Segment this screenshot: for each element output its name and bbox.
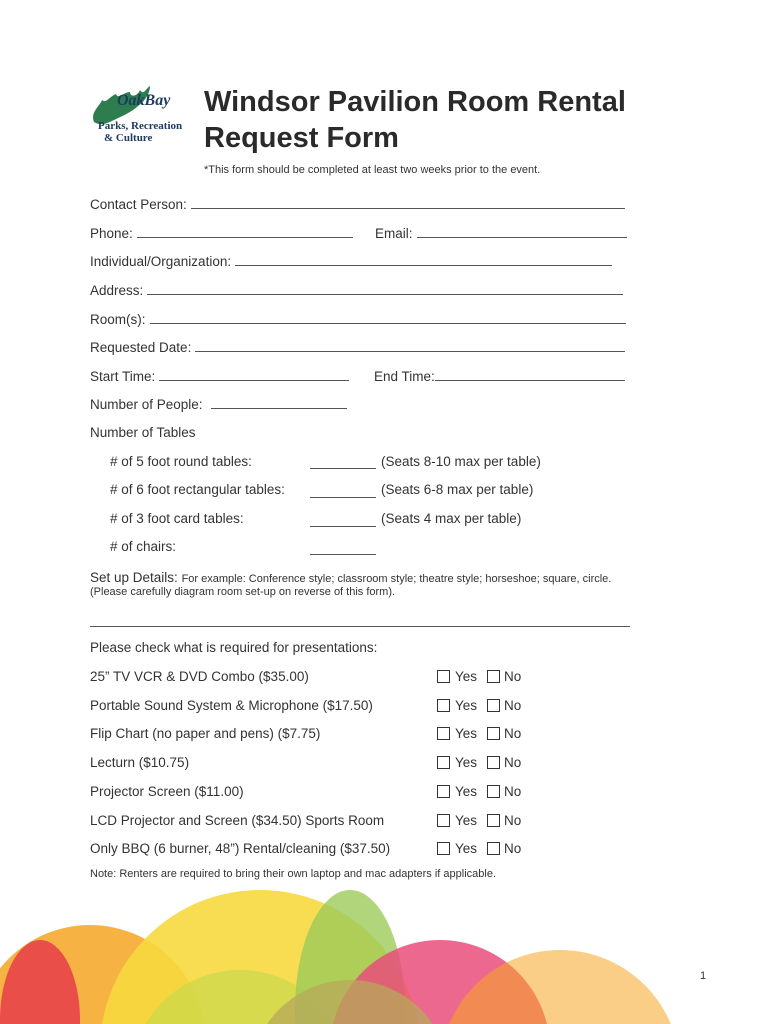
address-label: Address: [90,283,144,298]
yes-label: Yes [455,755,478,770]
end-time-field[interactable] [435,368,625,381]
setup-details-field[interactable] [90,626,630,627]
logo-line-2: & Culture [104,132,153,144]
start-time-field[interactable] [159,368,349,381]
start-time-label: Start Time: [90,369,156,384]
completion-note: *This form should be completed at least two weeks prior to the event. [204,164,541,176]
presentation-item-label: Portable Sound System & Microphone ($17.50) [90,698,373,713]
address-row [90,282,623,298]
phone-row [90,225,353,241]
number-of-people-field[interactable] [211,396,347,409]
rooms-label: Room(s): [90,312,146,327]
end-time-row [374,368,625,384]
yes-label: Yes [455,841,478,856]
yes-label: Yes [455,698,478,713]
no-checkbox[interactable] [487,727,500,740]
email-row [375,225,627,241]
contact-person-row [90,196,625,212]
decorative-circles [0,880,770,1024]
yes-checkbox[interactable] [437,785,450,798]
round-tables-field[interactable] [310,467,376,469]
no-label: No [504,755,522,770]
logo-line-1: Parks, Recreation [98,120,183,132]
yes-label: Yes [455,726,478,741]
no-label: No [504,698,522,713]
yes-checkbox[interactable] [437,842,450,855]
yes-label: Yes [455,669,478,684]
yes-checkbox[interactable] [437,756,450,769]
number-of-tables-label: Number of Tables [90,425,196,440]
requested-date-row [90,339,625,355]
presentation-item-label: Lecturn ($10.75) [90,755,190,770]
yes-label: Yes [455,784,478,799]
chairs-field[interactable] [310,553,376,555]
email-label: Email: [375,226,413,241]
no-checkbox[interactable] [487,670,500,683]
laptop-note: Note: Renters are required to bring their own laptop and mac adapters if applicable. [90,868,497,880]
start-time-row [90,368,349,384]
no-label: No [504,813,522,828]
card-tables-seats: (Seats 4 max per table) [381,511,522,526]
presentations-heading: Please check what is required for presentations: [90,640,378,655]
rect-tables-seats: (Seats 6-8 max per table) [381,482,534,497]
requested-date-label: Requested Date: [90,340,192,355]
no-label: No [504,784,522,799]
no-label: No [504,841,522,856]
page-number: 1 [700,970,707,982]
yes-checkbox[interactable] [437,670,450,683]
round-tables-label: # of 5 foot round tables: [110,454,252,469]
email-field[interactable] [417,225,627,238]
rect-tables-field[interactable] [310,496,376,498]
rect-tables-label: # of 6 foot rectangular tables: [110,482,285,497]
contact-person-field[interactable] [191,196,625,209]
presentation-item-label: LCD Projector and Screen ($34.50) Sports Room [90,813,385,828]
chairs-label: # of chairs: [110,539,177,554]
yes-checkbox[interactable] [437,814,450,827]
rooms-field[interactable] [150,311,626,324]
individual-org-label: Individual/Organization: [90,254,232,269]
round-tables-seats: (Seats 8-10 max per table) [381,454,541,469]
presentation-item-label: Flip Chart (no paper and pens) ($7.75) [90,726,321,741]
setup-example: For example: Conference style; classroom style; theatre style; horseshoe; square, circle. [181,573,612,585]
no-checkbox[interactable] [487,842,500,855]
yes-label: Yes [455,813,478,828]
setup-details [90,570,690,585]
individual-org-field[interactable] [235,253,612,266]
page-title: Windsor Pavilion Room Rental Request Form [204,86,626,154]
no-checkbox[interactable] [487,699,500,712]
no-checkbox[interactable] [487,814,500,827]
no-label: No [504,669,522,684]
logo-brand: OakBay [117,92,171,109]
individual-org-row [90,253,612,269]
number-of-people-label: Number of People: [90,397,203,412]
no-checkbox[interactable] [487,785,500,798]
address-field[interactable] [147,282,623,295]
phone-label: Phone: [90,226,133,241]
yes-checkbox[interactable] [437,727,450,740]
presentation-item-label: 25” TV VCR & DVD Combo ($35.00) [90,669,309,684]
end-time-label: End Time: [374,369,435,384]
card-tables-label: # of 3 foot card tables: [110,511,244,526]
yes-checkbox[interactable] [437,699,450,712]
setup-diagram-note: (Please carefully diagram room set-up on reverse of this form). [90,586,396,598]
presentation-item-label: Projector Screen ($11.00) [90,784,244,799]
card-tables-field[interactable] [310,525,376,527]
setup-label: Set up Details: [90,570,178,585]
no-label: No [504,726,522,741]
number-of-people-row [90,396,347,412]
presentation-item-label: Only BBQ (6 burner, 48”) Rental/cleaning ($37.50) [90,841,391,856]
requested-date-field[interactable] [195,339,625,352]
rooms-row [90,311,626,327]
no-checkbox[interactable] [487,756,500,769]
contact-person-label: Contact Person: [90,197,187,212]
phone-field[interactable] [137,225,353,238]
